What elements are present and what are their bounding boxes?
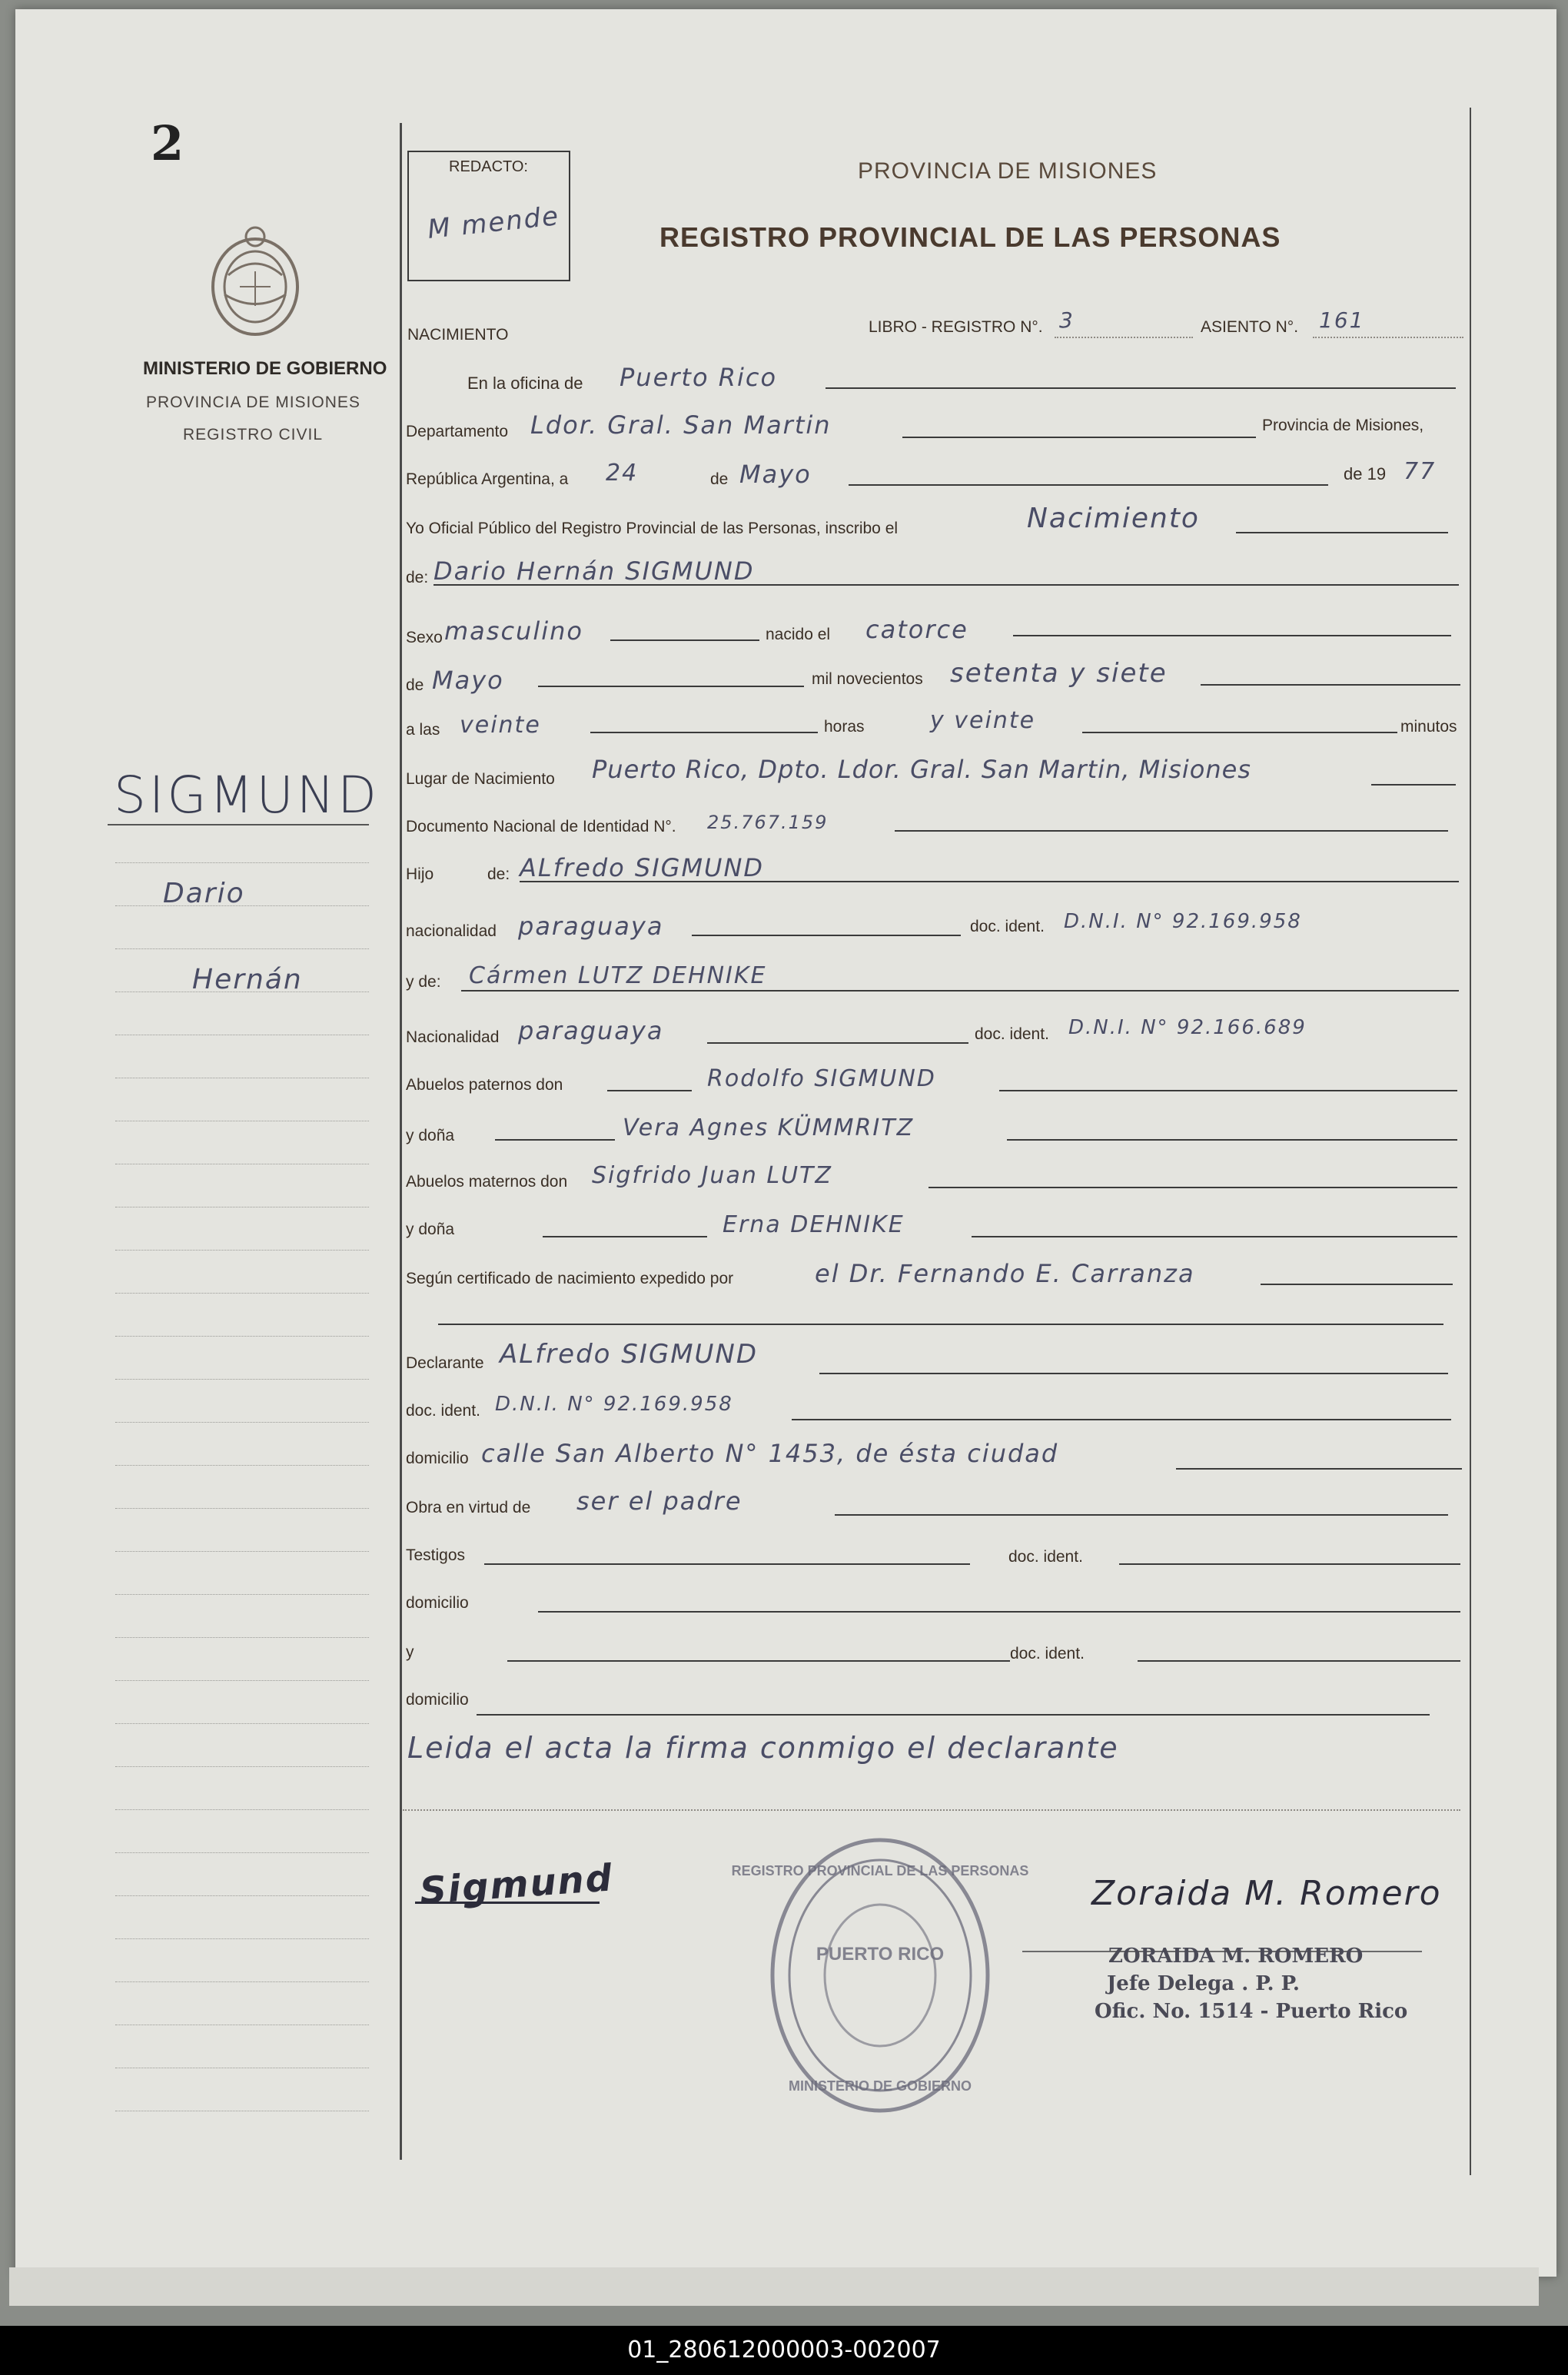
asiento-label: ASIENTO N°. [1201,318,1299,336]
horas-label: horas [824,718,865,736]
dni-line [895,830,1448,832]
mes-value: Mayo [739,460,812,489]
margin-given-1: Dario [163,878,245,909]
dni-label: Documento Nacional de Identidad N°. [406,818,676,835]
abuelo-p-line2 [999,1090,1457,1091]
dona2-label: y doña [406,1221,455,1238]
madre-value: Cármen LUTZ DEHNIKE [469,962,767,989]
dona-label: y doña [406,1127,455,1144]
abuela-m-line [543,1236,707,1237]
margin-ruled-line [115,1336,369,1337]
margin-ruled-line [115,1680,369,1681]
a-las-label: a las [406,721,440,739]
testigos-line [484,1563,970,1565]
margin-ruled-line [115,1637,369,1638]
mes-nac-line [538,686,804,687]
margin-ruled-line [115,1723,369,1724]
margin-ruled-line [115,1766,369,1767]
mes-nac-value: Mayo [432,666,504,695]
header-registry: REGISTRO PROVINCIAL DE LAS PERSONAS [659,221,1281,253]
doc2-label: doc. ident. [975,1025,1049,1043]
doc-madre-value: D.N.I. N° 92.166.689 [1068,1016,1307,1039]
ministry-title: MINISTERIO DE GOBIERNO [143,358,387,379]
obra-line [835,1514,1448,1516]
dia-value: 24 [606,460,639,487]
margin-ruled-line [115,1594,369,1595]
dni-value: 25.767.159 [707,812,829,833]
header-province: PROVINCIA DE MISIONES [858,158,1158,184]
registry-seal-stamp [731,1829,1029,2121]
margin-ruled-line [115,1895,369,1896]
margin-ruled-line [115,905,369,906]
abuelos-m-label: Abuelos maternos don [406,1173,568,1191]
abuela-p-line [495,1139,615,1141]
margin-rule [400,123,402,2160]
abuela-p-line2 [1007,1139,1457,1141]
abuelo-m-value: Sigfrido Juan LUTZ [592,1162,832,1189]
abuela-m-line2 [972,1236,1457,1237]
horas-value: veinte [460,712,541,739]
libro-value: 3 [1059,307,1075,333]
doc5-label: doc. ident. [1010,1645,1085,1662]
departamento-label: Departamento [406,423,509,440]
testigos-label: Testigos [406,1546,466,1564]
margin-ruled-line [115,1981,369,1982]
doc3-label: doc. ident. [406,1402,480,1420]
abuelo-m-line [929,1187,1457,1188]
fecha-line [849,484,1328,486]
anio-nac-value: setenta y siete [950,658,1168,689]
domicilio-value: calle San Alberto N° 1453, de ésta ciudad [481,1439,1059,1468]
nac-padre-value: paraguaya [518,912,664,941]
minutos-value: y veinte [930,707,1036,734]
margin-ruled-line [115,862,369,863]
year-value: 77 [1404,458,1437,485]
domicilio2-line [538,1611,1460,1613]
officer-signature: Zoraida M. Romero [1091,1874,1442,1913]
margin-ruled-line [115,1938,369,1939]
doc4-line [1119,1563,1460,1565]
y-label: y [406,1643,414,1661]
nac-madre-value: paraguaya [518,1016,664,1045]
obra-value: ser el padre [576,1486,742,1516]
horas-line [590,732,818,733]
provincia-label: Provincia de Misiones, [1262,417,1424,434]
doc5-line [1138,1660,1460,1662]
nacido-label: nacido el [766,626,831,643]
seal-bottom-text: MINISTERIO DE GOBIERNO [788,2078,972,2094]
leida-text: Leida el acta la firma conmigo el declarante [407,1731,1119,1765]
y-de-label: y de: [406,973,441,991]
ministry-office: REGISTRO CIVIL [183,426,324,443]
de-label: de [710,470,729,488]
y-line [507,1660,1010,1662]
margin-given-2: Hernán [192,964,303,995]
abuela-p-value: Vera Agnes KÜMMRITZ [623,1114,915,1141]
seal-center-text: PUERTO RICO [816,1944,945,1965]
redacto-initials: M mende [426,201,561,245]
margin-surname: SIGMUND [114,766,380,825]
doc4-label: doc. ident. [1008,1548,1083,1566]
margin-ruled-line [115,1250,369,1251]
margin-ruled-line [115,1508,369,1509]
segun-label: Según certificado de nacimiento expedido por [406,1270,734,1287]
de-year-label: de 19 [1344,464,1387,483]
seal-outer-text: REGISTRO PROVINCIAL DE LAS PERSONAS [731,1863,1029,1878]
lugar-value: Puerto Rico, Dpto. Ldor. Gral. San Martin, Misiones [592,755,1251,784]
nacido-line [1013,635,1451,636]
declarante-value: ALfredo SIGMUND [500,1339,759,1370]
lugar-label: Lugar de Nacimiento [406,770,555,788]
doc-declarante-line [792,1419,1451,1420]
asiento-value: 161 [1319,307,1365,333]
domicilio-label: domicilio [406,1450,469,1467]
abuela-m-value: Erna DEHNIKE [723,1211,905,1238]
padre-value: ALfredo SIGMUND [520,853,765,882]
inscribo-line [1236,532,1448,533]
doc-declarante-value: D.N.I. N° 92.169.958 [495,1393,733,1416]
margin-ruled-line [115,1293,369,1294]
nac-madre-line [707,1042,968,1044]
oficina-value: Puerto Rico [620,363,778,392]
de2-label: de: [406,569,429,586]
coat-of-arms-emblem [201,221,309,344]
libro-label: LIBRO - REGISTRO N°. [869,318,1043,336]
domicilio3-line [477,1714,1430,1716]
libro-line [1055,337,1193,338]
margin-ruled-line [115,1422,369,1423]
minutos-line [1082,732,1397,733]
margin-ruled-line [115,1379,369,1380]
image-caption: 01_280612000003-002007 [0,2326,1568,2375]
mil-label: mil novecientos [812,670,923,688]
de3-label: de [406,676,424,694]
obra-label: Obra en virtud de [406,1499,531,1516]
ministry-province: PROVINCIA DE MISIONES [146,394,360,411]
declarante-signature-stroke [415,1902,600,1904]
certificado-line2 [438,1324,1443,1325]
domicilio3-label: domicilio [406,1691,469,1709]
nombre-line [434,584,1459,586]
margin-ruled-line [115,948,369,949]
certificado-line [1261,1284,1453,1285]
page-edge [9,2267,1539,2306]
abuelo-p-line [607,1090,692,1091]
margin-surname-underline [108,824,369,825]
page-number: 2 [151,115,184,171]
nacido-value: catorce [865,615,968,644]
margin-ruled-line [115,1465,369,1466]
margin-ruled-line [115,1551,369,1552]
nombre-value: Dario Hernán SIGMUND [434,556,755,586]
sexo-label: Sexo [406,629,443,646]
certificado-value: el Dr. Fernando E. Carranza [815,1259,1195,1288]
domicilio2-label: domicilio [406,1594,469,1612]
declarante-signature: Sigmund [418,1856,615,1913]
hijo-label: Hijo [406,865,434,883]
nacimiento-label: NACIMIENTO [407,326,509,344]
leida-line [403,1809,1460,1811]
minutos-label: minutos [1400,718,1457,736]
hijo-suffix: de: [487,865,510,883]
nac2-label: Nacionalidad [406,1028,500,1046]
oficina-line [826,387,1456,389]
declarante-line [819,1373,1448,1374]
doc-padre-value: D.N.I. N° 92.169.958 [1064,910,1302,933]
officer-stamp-title: Jefe Delega . P. P. [1107,1972,1300,1995]
margin-ruled-line [115,1852,369,1853]
abuelos-p-label: Abuelos paternos don [406,1076,563,1094]
right-rule [1470,108,1471,2175]
inscribo-value: Nacimiento [1027,503,1200,534]
margin-ruled-line [115,1809,369,1810]
oficina-label: En la oficina de [467,374,583,393]
doc-label: doc. ident. [970,918,1045,935]
domicilio-line [1176,1468,1462,1470]
oficial-label: Yo Oficial Público del Registro Provincial de las Personas, inscribo el [406,520,899,537]
republica-label: República Argentina, a [406,470,569,488]
lugar-line [1371,784,1456,786]
departamento-line [902,437,1256,438]
officer-stamp-name: ZORAIDA M. ROMERO [1108,1945,1364,1968]
redacto-label: REDACTO: [449,158,528,175]
anio-nac-line [1201,684,1460,686]
officer-stamp-office: Ofic. No. 1514 - Puerto Rico [1095,2000,1408,2023]
nac-label: nacionalidad [406,922,497,940]
asiento-line [1313,337,1463,338]
sexo-value: masculino [444,616,583,646]
abuelo-p-value: Rodolfo SIGMUND [707,1065,936,1092]
declarante-label: Declarante [406,1354,484,1372]
padre-line [520,881,1459,882]
nac-padre-line [692,935,961,936]
sexo-line [610,639,759,641]
madre-line [461,990,1459,992]
departamento-value: Ldor. Gral. San Martin [530,410,832,440]
